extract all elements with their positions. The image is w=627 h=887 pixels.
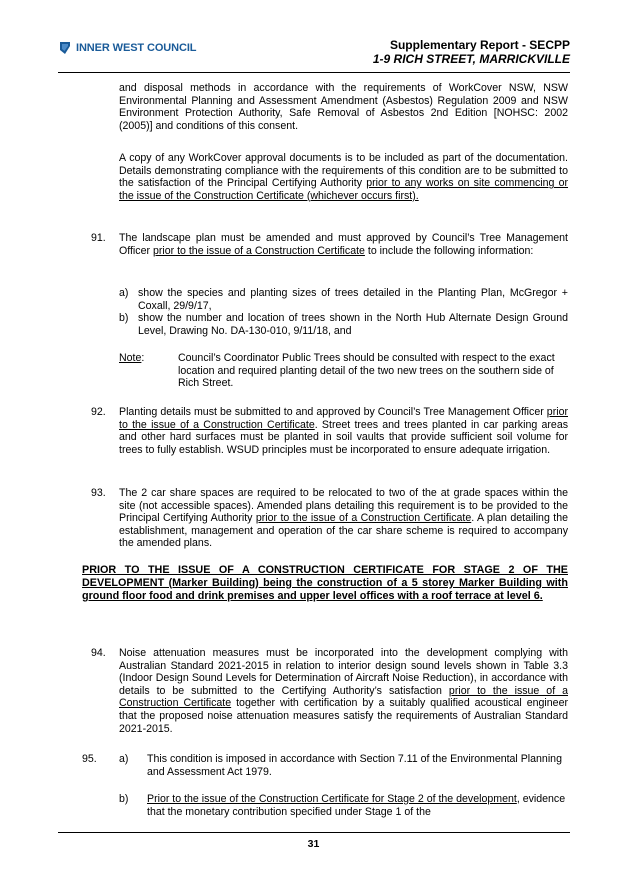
report-title: Supplementary Report - SECPP	[389, 38, 570, 52]
condition-91-item-a: show the species and planting sizes of trees detailed in the Planting Plan, McGregor + Coxall, 29/9/17,	[138, 287, 568, 312]
condition-91-item-b-label: b)	[119, 312, 129, 324]
condition-91-number: 91.	[91, 232, 106, 244]
logo-text: INNER WEST COUNCIL	[76, 42, 197, 54]
page-number: 31	[307, 838, 320, 850]
header-divider	[58, 72, 570, 73]
report-title-block	[373, 38, 570, 66]
stage-2-section-heading: PRIOR TO THE ISSUE OF A CONSTRUCTION CERTIFICATE FOR STAGE 2 OF THE DEVELOPMENT (Marker Building) being the construction of a 5 storey Marker Building with ground floor food and drink premises and upper level offices with a roof terrace at level 6.	[82, 564, 568, 602]
paragraph-asbestos-disposal: and disposal methods in accordance with the requirements of WorkCover NSW, NSW Environmental Planning and Assessment Amendment (Asbestos) Regulation 2009 and NSW Environment Protection Authority, Safe Removal of Asbestos 2nd Edition [NOHSC: 2002 (2005)] and conditions of this consent.	[119, 82, 568, 132]
footer-divider	[58, 832, 570, 833]
condition-92-text: Planting details must be submitted to and approved by Council’s Tree Management Officer prior to the issue of a Construction Certificate. Street trees and trees planted in car parking areas and other hard surfaces must be planted in soil vaults that provide sufficient soil volume for trees to fully establish. WSUD principles must be incorporated to ensure adequate irrigation.	[119, 406, 569, 456]
condition-95-item-a: This condition is imposed in accordance with Section 7.11 of the Environmental Planning and Assessment Act 1979.	[147, 753, 562, 778]
page-header	[58, 34, 570, 74]
condition-91-item-a-label: a)	[119, 287, 129, 299]
paragraph-workcover-approval: A copy of any WorkCover approval documents is to be included as part of the documentation. Details demonstrating compliance with the requirements of this condition are to be submitted to the satisfaction of the Principal Certifying Authority prior to any works on site commencing or the issue of the Construction Certificate (whichever occurs first).	[119, 152, 569, 202]
condition-95-item-a-label: a)	[119, 753, 129, 765]
condition-93-text: The 2 car share spaces are required to be relocated to two of the at grade spaces within the site (not accessible spaces). Amended plans detailing this requirement is to be provided to the Principal Certifying Authority prior to the issue of a Construction Certificate. A plan detailing the establishment, management and operation of the car share scheme is required to accompany the amended plans.	[119, 487, 568, 550]
condition-92-number: 92.	[91, 406, 106, 418]
condition-95-item-b-label: b)	[119, 793, 129, 805]
deadline-underlined: prior to any works on site commencing or the issue of the Construction Certificate (whichever occurs first).	[119, 177, 569, 202]
condition-91-text: The landscape plan must be amended and must approved by Council’s Tree Management Officer prior to the issue of a Construction Certificate to include the following information:	[119, 232, 568, 257]
note-text: Council’s Coordinator Public Trees should be consulted with respect to the exact location and required planting detail of the two new trees on the southern side of Rich Street.	[178, 352, 555, 390]
council-logo-icon	[58, 41, 72, 55]
condition-95-item-b: Prior to the issue of the Construction Certificate for Stage 2 of the development, evidence that the monetary contribution specified under Stage 1 of the	[147, 793, 566, 818]
condition-91-item-b: show the number and location of trees shown in the North Hub Alternate Design Ground Level, Drawing No. DA-130-010, 9/11/18, and	[138, 312, 568, 337]
council-logo	[58, 41, 196, 55]
report-subtitle: 1-9 RICH STREET, MARRICKVILLE	[372, 52, 570, 66]
note-label: Note:	[119, 352, 145, 364]
condition-94-text: Noise attenuation measures must be incorporated into the development complying with Australian Standard 2021-2015 in relation to interior design sound levels shown in Table 3.3 (Indoor Design Sound Levels for Determination of Aircraft Noise Reduction), in accordance with details to be submitted to the Certifying Authority’s satisfaction prior to the issue of a Construction Certificate together with certification by a suitably qualified acoustical engineer that the proposed noise attenuation measures satisfy the requirements of Australian Standard 2021-2015.	[119, 647, 569, 735]
condition-94-number: 94.	[91, 647, 106, 659]
condition-93-number: 93.	[91, 487, 106, 499]
condition-95-number: 95.	[82, 753, 97, 765]
